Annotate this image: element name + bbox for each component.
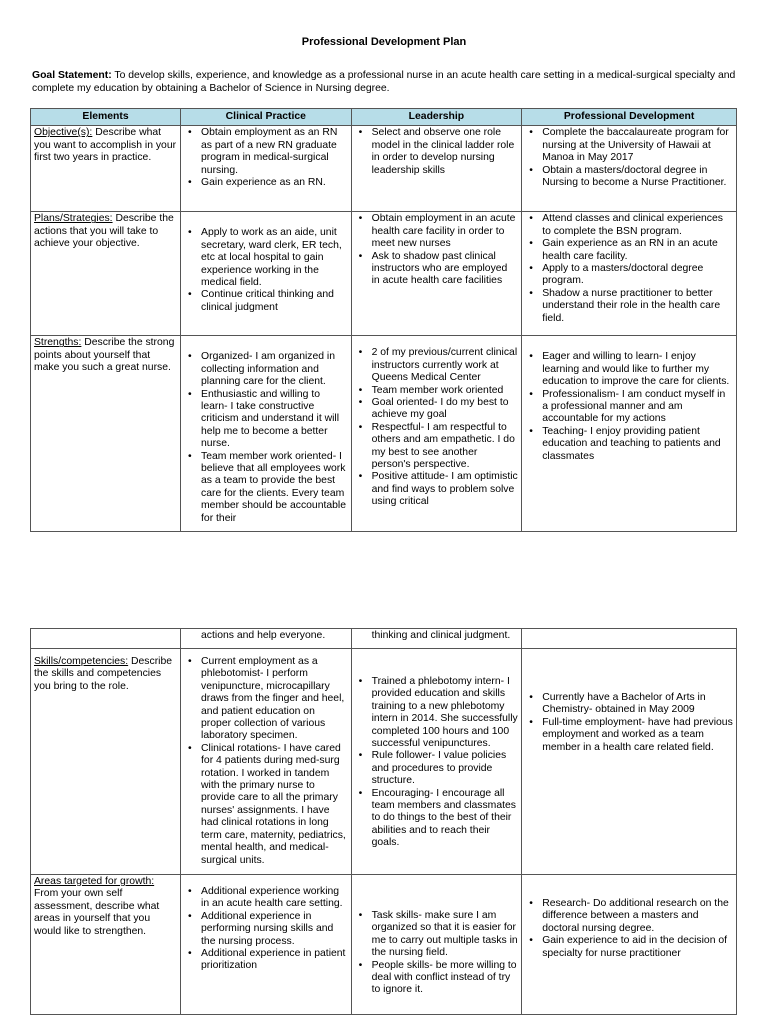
professional-cell <box>522 875 737 1015</box>
table-header-row <box>31 109 737 126</box>
row-continuation <box>31 629 737 649</box>
list-item: • Select and observe one role model in the clinical ladder role in order to develop nursing leadership skills <box>372 127 519 177</box>
leadership-cell <box>351 875 522 1015</box>
header-leadership: Leadership <box>351 109 522 126</box>
element-name: Skills/competencies: <box>34 656 129 667</box>
list-item: • Gain experience as an RN. <box>201 177 348 189</box>
header-elements: Elements <box>31 109 181 126</box>
list-item: • Ask to shadow past clinical instructors who are employed in acute health care facilities <box>372 251 519 288</box>
continuation-text: actions and help everyone. <box>201 630 326 641</box>
continuation-text: thinking and clinical judgment. <box>371 630 511 641</box>
list-item: • Complete the baccalaureate program for nursing at the University of Hawaii at Manoa in May 2017 <box>542 127 733 164</box>
list-item: • Goal oriented- I do my best to achieve my goal <box>372 397 519 422</box>
list-item: • Attend classes and clinical experiences to complete the BSN program. <box>542 213 733 238</box>
element-cell <box>31 649 181 875</box>
list-item: • Team member work oriented- I believe that all employees work as a team to provide the best care for the clients. Every team member should be accountable for their <box>201 451 348 525</box>
list-item: • Research- Do additional research on the difference between a masters and doctoral nursing degree. <box>542 898 733 935</box>
list-item: • Obtain employment in an acute health care facility in order to meet new nurses <box>372 213 519 250</box>
list-item: • Rule follower- I value policies and procedures to provide structure. <box>372 750 519 787</box>
list-item: • Respectful- I am respectful to others and am empathetic. I do my best to see another person's perspective. <box>372 422 519 472</box>
list-item: • Professionalism- I am conduct myself in a professional manner and am accountable for my actions <box>542 389 733 426</box>
professional-cell <box>522 629 737 649</box>
goal-statement <box>32 70 736 95</box>
element-cell <box>31 212 181 336</box>
leadership-cell <box>351 629 522 649</box>
list-item: • Gain experience as an RN in an acute health care facility. <box>542 238 733 263</box>
element-name: Plans/Strategies: <box>34 213 113 225</box>
list-item: • Continue critical thinking and clinical judgment <box>201 289 348 314</box>
clinical-cell <box>181 875 352 1015</box>
list-item: • Organized- I am organized in collecting information and planning care for the client. <box>201 351 348 388</box>
element-desc: Describe the skills and competencies you bring to the role. <box>34 656 173 692</box>
element-cell <box>31 629 181 649</box>
list-item: • Additional experience in performing nursing skills and the nursing process. <box>201 911 348 948</box>
leadership-cell <box>351 212 522 336</box>
clinical-cell <box>181 336 352 532</box>
clinical-cell <box>181 126 352 212</box>
goal-text: To develop skills, experience, and knowledge as a professional nurse in an acute health care setting in a medical-surgical specialty and complete my education by obtaining a Bachelor of Science in Nursing degree. <box>32 70 736 94</box>
list-item: • Currently have a Bachelor of Arts in Chemistry- obtained in May 2009 <box>542 692 733 717</box>
professional-cell <box>522 649 737 875</box>
plan-table-page-2 <box>30 628 737 1015</box>
list-item: • Additional experience working in an acute health care setting. <box>201 886 348 911</box>
leadership-cell <box>351 649 522 875</box>
header-clinical-practice: Clinical Practice <box>181 109 352 126</box>
list-item: • Positive attitude- I am optimistic and find ways to problem solve using critical <box>372 471 519 508</box>
element-desc: Describe the actions that you will take to achieve your objective. <box>34 213 174 250</box>
goal-label: Goal Statement: <box>32 70 112 81</box>
list-item: • 2 of my previous/current clinical instructors currently work at Queens Medical Center <box>372 347 519 384</box>
clinical-cell <box>181 212 352 336</box>
list-item: • Enthusiastic and willing to learn- I take constructive criticism and understand it will help me to become a better nurse. <box>201 389 348 451</box>
list-item: • Task skills- make sure I am organized so that it is easier for me to carry out multiple tasks in the nursing field. <box>372 910 519 960</box>
list-item: • Shadow a nurse practitioner to better understand their role in the health care field. <box>542 288 733 325</box>
professional-cell <box>522 126 737 212</box>
element-name: Strengths: <box>34 337 82 349</box>
list-item: • Full-time employment- have had previous employment and worked as a team member in a health care related field. <box>542 717 733 754</box>
leadership-cell <box>351 336 522 532</box>
element-name: Areas targeted for growth: <box>34 876 155 887</box>
element-name: Objective(s): <box>34 127 93 139</box>
list-item: • Team member work oriented <box>372 385 519 397</box>
row-objectives <box>31 126 737 212</box>
element-desc: From your own self assessment, describe what areas in yourself that you would like to strengthen. <box>34 888 160 937</box>
row-plans-strategies <box>31 212 737 336</box>
list-item: • Gain experience to aid in the decision of specialty for nurse practitioner <box>542 935 733 960</box>
list-item: • Apply to work as an aide, unit secretary, ward clerk, ER tech, etc at local hospital to gain experience working in the medical field. <box>201 227 348 289</box>
clinical-cell <box>181 649 352 875</box>
header-professional-development: Professional Development <box>522 109 737 126</box>
document-title: Professional Development Plan <box>301 36 467 48</box>
clinical-cell <box>181 629 352 649</box>
professional-cell <box>522 336 737 532</box>
list-item: • Obtain employment as an RN as part of a new RN graduate program in medical-surgical nursing. <box>201 127 348 177</box>
element-desc: Describe what you want to accomplish in your first two years in practice. <box>34 127 177 164</box>
element-cell <box>31 875 181 1015</box>
row-skills-competencies <box>31 649 737 875</box>
list-item: • Teaching- I enjoy providing patient education and teaching to patients and classmates <box>542 426 733 463</box>
element-cell <box>31 126 181 212</box>
list-item: • Obtain a masters/doctoral degree in Nursing to become a Nurse Practitioner. <box>542 165 733 190</box>
list-item: • Current employment as a phlebotomist- I perform venipuncture, microcapillary draws from the finger and heel, and patient education on proper collection of various laboratory specimen. <box>201 656 348 743</box>
list-item: • People skills- be more willing to deal with conflict instead of try to ignore it. <box>372 960 519 997</box>
element-desc: Describe the strong points about yourself that make you such a great nurse. <box>34 337 175 374</box>
list-item: • Apply to a masters/doctoral degree program. <box>542 263 733 288</box>
list-item: • Additional experience in patient prioritization <box>201 948 348 973</box>
plan-table-page-1 <box>30 108 737 532</box>
leadership-cell <box>351 126 522 212</box>
element-cell <box>31 336 181 532</box>
list-item: • Trained a phlebotomy intern- I provided education and skills training to a new phlebotomy intern in 2014. She successfully completed 100 hours and 100 successful venipunctures. <box>372 676 519 750</box>
row-strengths <box>31 336 737 532</box>
list-item: • Encouraging- I encourage all team members and classmates to do things to the best of their abilities and to reach their goals. <box>372 788 519 850</box>
list-item: • Clinical rotations- I have cared for 4 patients during med-surg rotation. I worked in tandem with the primary nurse to provide care to all the primary nurses' assignments. I have had clinical rotations in long term care, maternity, pediatrics, mental health, and medical-surgical units. <box>201 743 348 867</box>
professional-cell <box>522 212 737 336</box>
row-areas-for-growth <box>31 875 737 1015</box>
list-item: • Eager and willing to learn- I enjoy learning and would like to further my education to improve the care for clients. <box>542 351 733 388</box>
